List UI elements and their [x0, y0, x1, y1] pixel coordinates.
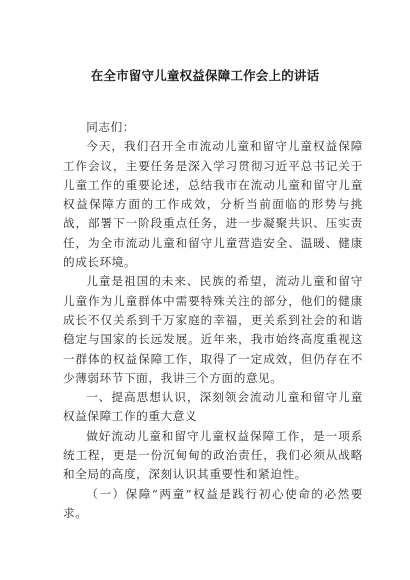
salutation: 同志们：	[86, 120, 135, 134]
section-heading: 一、提高思想认识，深刻领会流动儿童和留守儿童权益保障工作的重大意义	[63, 390, 363, 424]
paragraph-background: 儿童是祖国的未来、民族的希望，流动儿童和留守儿童作为儿童群体中需要特殊关注的部分，他们的健康成长不仅关系到千万家庭的幸福，更关系到社会的和谐稳定与国家的长远发展。近年来，我市始终高度重视这一群体的权益保障工作，取得了一定成效，但仍存在不少薄弱环节下面，我讲三个方面的意见。	[63, 274, 363, 385]
document-body	[63, 118, 363, 523]
subsection-heading: （一）保障“两童”权益是践行初心使命的必然要求。	[63, 486, 363, 520]
document-title: 在全市留守儿童权益保障工作会上的讲话	[90, 68, 320, 83]
paragraph-opening: 今天，我们召开全市流动儿童和留守儿童权益保障工作会议，主要任务是深入学习贯彻习近平总书记关于儿童工作的重要论述，总结我市在流动儿童和留守儿童权益保障方面的工作成效，分析当前面临的形势与挑战，部署下一阶段重点任务，进一步凝聚共识、压实责任，为全市流动儿童和留守儿童营造安全、温暖、健康的成长环境。	[63, 139, 363, 270]
section-paragraph: 做好流动儿童和留守儿童权益保障工作，是一项系统工程，更是一份沉甸甸的政治责任，我们必须从战略和全局的高度，深刻认识其重要性和紧迫性。	[63, 428, 363, 482]
